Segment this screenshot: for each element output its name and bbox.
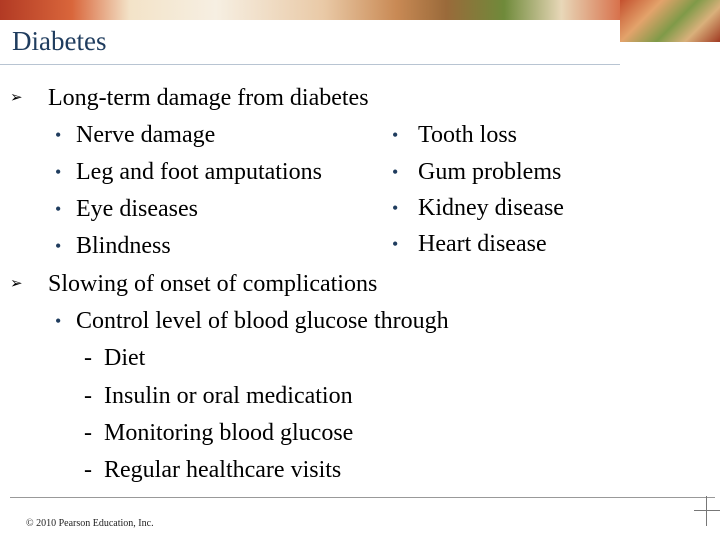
right-item: Kidney disease bbox=[418, 195, 564, 221]
header-corner-image bbox=[620, 0, 720, 42]
bullet-dot-icon: • bbox=[55, 311, 62, 331]
section1-heading: Long-term damage from diabetes bbox=[48, 85, 369, 111]
right-item: Gum problems bbox=[418, 159, 562, 185]
bullet-dot-icon: • bbox=[392, 162, 399, 182]
slide-title: Diabetes bbox=[12, 26, 107, 56]
sub-sub-item: Regular healthcare visits bbox=[104, 457, 342, 483]
right-item: Tooth loss bbox=[418, 122, 517, 148]
bullet-dot-icon: • bbox=[392, 125, 399, 145]
left-item: Eye diseases bbox=[76, 196, 198, 222]
left-item: Blindness bbox=[76, 233, 171, 259]
left-item: Leg and foot amputations bbox=[76, 159, 322, 185]
dash-bullet-icon: - bbox=[84, 420, 92, 446]
corner-mark bbox=[694, 510, 720, 511]
bullet-dot-icon: • bbox=[392, 234, 399, 254]
sub-sub-item: Insulin or oral medication bbox=[104, 383, 353, 409]
bullet-dot-icon: • bbox=[55, 125, 62, 145]
bullet-dot-icon: • bbox=[55, 162, 62, 182]
dash-bullet-icon: - bbox=[84, 345, 92, 371]
footer-divider bbox=[10, 497, 715, 498]
title-divider bbox=[0, 64, 620, 65]
bullet-dot-icon: • bbox=[392, 198, 399, 218]
bullet-dot-icon: • bbox=[55, 236, 62, 256]
sub-item: Control level of blood glucose through bbox=[76, 308, 449, 334]
arrow-bullet-icon: ➢ bbox=[10, 90, 23, 106]
left-item: Nerve damage bbox=[76, 122, 216, 148]
right-item: Heart disease bbox=[418, 231, 547, 257]
sub-sub-item: Monitoring blood glucose bbox=[104, 420, 354, 446]
arrow-bullet-icon: ➢ bbox=[10, 276, 23, 292]
dash-bullet-icon: - bbox=[84, 457, 92, 483]
header-banner-image bbox=[0, 0, 720, 20]
bullet-dot-icon: • bbox=[55, 199, 62, 219]
section2-heading: Slowing of onset of complications bbox=[48, 271, 378, 297]
corner-mark bbox=[706, 496, 707, 526]
sub-sub-item: Diet bbox=[104, 345, 146, 371]
dash-bullet-icon: - bbox=[84, 383, 92, 409]
copyright-footer: © 2010 Pearson Education, Inc. bbox=[26, 518, 154, 529]
